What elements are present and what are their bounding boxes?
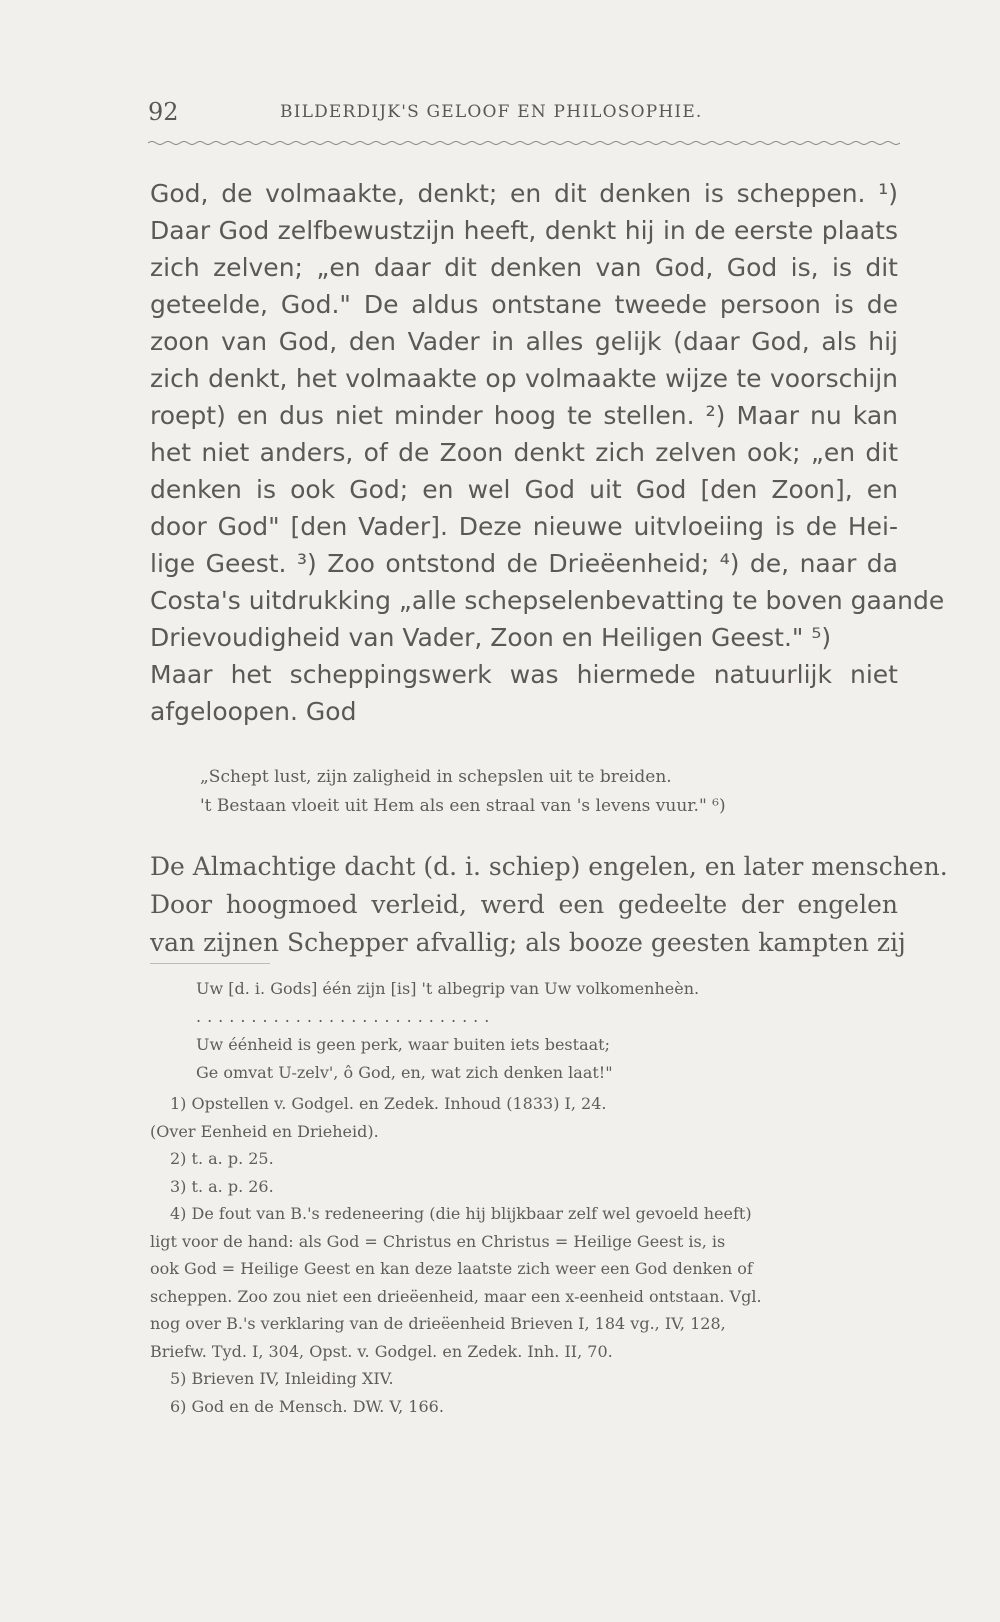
footnotes bbox=[150, 1090, 898, 1420]
footnote-3: 3) t. a. p. 26. bbox=[170, 1176, 274, 1196]
text-line: roept) en dus niet minder hoog te stellen. ²) Maar nu kan bbox=[150, 401, 898, 430]
text-line: Drievoudigheid van Vader, Zoon en Heiligen Geest." ⁵) bbox=[150, 623, 832, 652]
page-number: 92 bbox=[148, 98, 179, 126]
text-line: geteelde, God." De aldus ontstane tweede persoon is de bbox=[150, 290, 898, 319]
text-line: God, de volmaakte, denkt; en dit denken is scheppen. ¹) bbox=[150, 179, 898, 208]
running-head: BILDERDIJK'S GELOOF EN PHILOSOPHIE. bbox=[280, 102, 703, 122]
footnote-4-cont: scheppen. Zoo zou niet een drieëenheid, maar een x-eenheid ontstaan. Vgl. bbox=[150, 1286, 762, 1306]
text-line: het niet anders, of de Zoon denkt zich zelven ook; „en dit bbox=[150, 438, 898, 467]
text-line: van zijnen Schepper afvallig; als booze geesten kampten zij bbox=[150, 928, 906, 957]
block-quote bbox=[200, 763, 726, 821]
text-line: zoon van God, den Vader in alles gelijk (daar God, als hij bbox=[150, 327, 898, 356]
footnote-5: 5) Brieven IV, Inleiding XIV. bbox=[170, 1369, 394, 1388]
text-line: De Almachtige dacht (d. i. schiep) engelen, en later menschen. bbox=[150, 852, 948, 881]
quote-line: 't Bestaan vloeit uit Hem als een straal van 's levens vuur." ⁶) bbox=[200, 796, 726, 816]
footnote-separator bbox=[150, 963, 270, 964]
text-line: zich zelven; „en daar dit denken van God, God is, is dit bbox=[150, 253, 898, 282]
footnote-verse bbox=[196, 975, 699, 1087]
text-line: zich denkt, het volmaakte op volmaakte wijze te voorschijn bbox=[150, 364, 898, 393]
footnote-4-cont: ook God = Heilige Geest en kan deze laatste zich weer een God denken of bbox=[150, 1259, 753, 1278]
verse-line: Uw [d. i. Gods] één zijn [is] 't albegrip van Uw volkomenheèn. bbox=[196, 979, 700, 998]
text-line: denken is ook God; en wel God uit God [den Zoon], en bbox=[150, 475, 898, 504]
text-line: Costa's uitdrukking „alle schepselenbevatting te boven gaande bbox=[150, 586, 945, 615]
footnote-1-cont: (Over Eenheid en Drieheid). bbox=[150, 1121, 379, 1141]
footnote-4-cont: Briefw. Tyd. I, 304, Opst. v. Godgel. en Zedek. Inh. II, 70. bbox=[150, 1341, 613, 1361]
decorative-wavy-rule bbox=[148, 140, 900, 146]
text-line: lige Geest. ³) Zoo ontstond de Drieëenheid; ⁴) de, naar da bbox=[150, 549, 898, 578]
ellipsis-dots: ........................... bbox=[196, 1007, 496, 1026]
verse-line: Uw éénheid is geen perk, waar buiten iets bestaat; bbox=[196, 1035, 610, 1054]
main-paragraph bbox=[150, 175, 945, 730]
text-line: Door hoogmoed verleid, werd een gedeelte der engelen bbox=[150, 890, 898, 919]
text-line: Daar God zelfbewustzijn heeft, denkt hij in de eerste plaats bbox=[150, 216, 898, 245]
continuation-paragraph bbox=[150, 848, 948, 962]
footnote-4-cont: ligt voor de hand: als God = Christus en Christus = Heilige Geest is, is bbox=[150, 1231, 726, 1251]
quote-line: „Schept lust, zijn zaligheid in schepslen uit te breiden. bbox=[200, 767, 672, 787]
text-line: door God" [den Vader]. Deze nieuwe uitvloeiing is de Hei- bbox=[150, 512, 898, 541]
text-line: afgeloopen. God bbox=[150, 697, 357, 726]
footnote-1: 1) Opstellen v. Godgel. en Zedek. Inhoud (1833) I, 24. bbox=[170, 1094, 607, 1113]
page-header bbox=[148, 98, 898, 132]
footnote-6: 6) God en de Mensch. DW. V, 166. bbox=[170, 1396, 444, 1416]
footnote-4-cont: nog over B.'s verklaring van de drieëenheid Brieven I, 184 vg., IV, 128, bbox=[150, 1314, 726, 1333]
footnote-2: 2) t. a. p. 25. bbox=[170, 1149, 274, 1168]
text-line: Maar het scheppingswerk was hiermede natuurlijk niet bbox=[150, 660, 898, 689]
footnote-4: 4) De fout van B.'s redeneering (die hij blijkbaar zelf wel gevoeld heeft) bbox=[170, 1204, 752, 1223]
verse-line: Ge omvat U-zelv', ô God, en, wat zich denken laat!" bbox=[196, 1063, 613, 1082]
